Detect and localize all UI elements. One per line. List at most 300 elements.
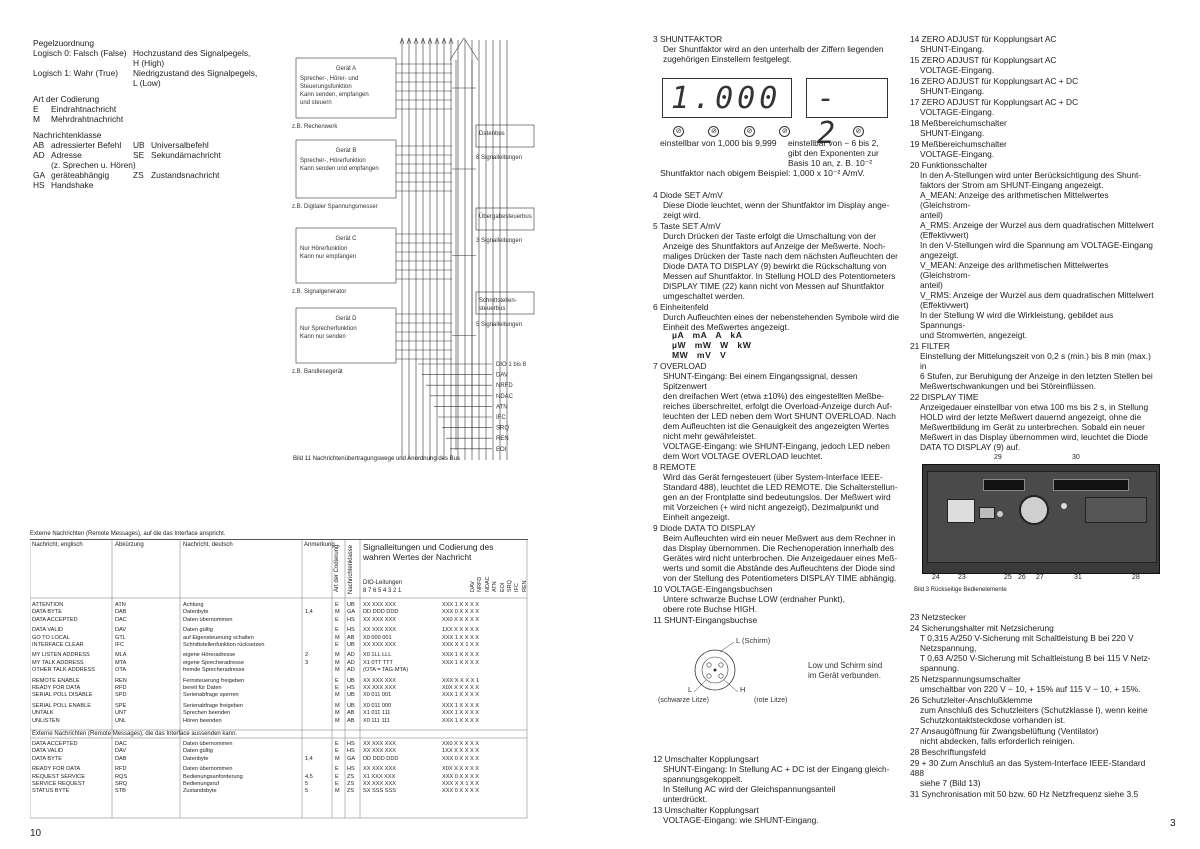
klasse-value2: Sekundärnachricht: [151, 150, 221, 160]
cell-kl: ZS: [347, 781, 355, 787]
item-title: 5 Taste SET A/mV: [653, 221, 721, 231]
cell-ctrl: XXX 1 X X X X: [442, 692, 479, 699]
page-number-left: 10: [30, 828, 42, 839]
item-line: Standard 488), leuchtet die LED REMOTE. Die Schalterstellun-: [663, 482, 898, 492]
cell-cod: E: [335, 616, 339, 623]
cell-cod: M: [335, 710, 340, 717]
item: [910, 623, 1160, 673]
table-row: [30, 660, 527, 667]
table-row: [30, 678, 527, 685]
item-line: In den A-Stellungen wird unter Berücksichtigung des Shunt-: [920, 170, 1142, 180]
exponent-digits: - 2: [817, 81, 840, 151]
cell-cod: E: [335, 781, 339, 787]
bus-subtitle: 3 Signalleitungen: [476, 238, 523, 244]
cell-kl: AB: [347, 710, 355, 717]
th-ctrl-item: IFC: [514, 583, 521, 592]
disp-note-line: Basis 10 an, z. B. 10⁻²: [788, 158, 873, 168]
cell-kl: HS: [347, 766, 355, 773]
photo-label-30: 30: [1072, 454, 1080, 461]
cell-kl: HS: [347, 627, 355, 634]
item-line: nicht mehr gewährleistet.: [663, 431, 757, 441]
items-mid2: [653, 361, 901, 626]
cell-abk: OTA: [115, 667, 127, 674]
signal-label: NRFD: [496, 383, 513, 390]
cell-de: Zustandsbyte: [183, 788, 217, 795]
rear-panel: [922, 464, 1160, 574]
fan-opening-icon: [1019, 495, 1049, 525]
klasse-key: AB: [33, 140, 45, 150]
cell-dio: X0 011 000: [363, 702, 392, 709]
cell-en: REQUEST SERVICE: [32, 773, 85, 780]
cell-cod: E: [335, 602, 339, 608]
item-line: A_MEAN: Anzeige des arithmetischen Mittelwertes (Gleichstrom-: [920, 190, 1109, 210]
pegel-logic: Logisch 0: Falsch (False): [33, 48, 127, 58]
cell-de: Datenbyte: [183, 755, 209, 762]
item-line: Diese Diode leuchtet, wenn der Shuntfaktor im Display ange-: [663, 200, 890, 210]
th-ctrl-item: NRFD: [477, 576, 484, 592]
item-line: DISPLAY TIME (22) kann nicht von Messen auf Shuntfaktor: [663, 281, 885, 291]
item-line: In der Stellung W wird die Wirkleistung, gebildet aus Spannungs-: [920, 310, 1114, 330]
ieee-connector-icon[interactable]: [983, 479, 1025, 491]
pegel-level2: H (High): [133, 58, 165, 68]
pegel-logic: Logisch 1: Wahr (True): [33, 68, 119, 78]
item: [910, 160, 1158, 340]
item-line: V_RMS: Anzeige der Wurzel aus dem quadratischen Mittelwert: [920, 290, 1154, 300]
photo-caption: Bild 3 Rückseitige Bedienelemente: [914, 587, 1007, 593]
shunt-connector-diagram: [658, 634, 908, 706]
cell-dio: SX SSS SSS: [363, 788, 396, 795]
label-h: H: [740, 685, 746, 694]
photo-label: 24: [932, 574, 940, 581]
cell-cod: E: [335, 741, 339, 747]
item-title: 28 Beschriftungsfeld: [910, 747, 986, 757]
cell-en: DATA VALID: [32, 748, 64, 755]
s3-text: [653, 44, 901, 64]
item-line: angezeigt.: [920, 250, 959, 260]
cell-dio: X1 0TT TTT: [363, 659, 393, 666]
item-line: anteil): [920, 210, 943, 220]
th-ctrl-item: EOI: [499, 582, 506, 592]
klasse-row: [33, 150, 273, 160]
item-line: maliges Drücken der Taste nach dem nächsten Aufleuchten der: [663, 251, 898, 261]
table-row: [30, 774, 527, 781]
codierung-title: Art der Codierung: [33, 94, 100, 104]
item-line: umgeschaltet werden.: [663, 291, 745, 301]
cell-en: DATA BYTE: [32, 755, 62, 762]
cell-de: Hören beenden: [183, 717, 222, 724]
cell-abk: UNL: [115, 717, 127, 724]
th-dio-nums: 8 7 6 5 4 3 2 1: [363, 588, 402, 594]
item-title: 25 Netzspannungsumschalter: [910, 674, 1021, 684]
item-line: Meßwertbildung im Gerät zu unterbrechen. Sobald ein neuer: [920, 422, 1145, 432]
table-caption-out: Externe Nachrichten (Remote Messages), die das Interface aussenden kann.: [32, 731, 238, 737]
cell-dio: XX XXX XXX: [363, 741, 396, 747]
cell-cod: M: [335, 659, 340, 666]
klasse-value2: Universalbefehl: [151, 140, 209, 150]
klasse-title: Nachrichtenklasse: [33, 130, 102, 140]
cell-ctrl: 1XX X X X X X: [442, 748, 479, 755]
item-line: VOLTAGE-Eingang.: [920, 107, 995, 117]
cell-cod: M: [335, 609, 340, 616]
cell-dio: X1 011 111: [363, 710, 391, 717]
cell-en: DATA VALID: [32, 627, 64, 634]
signal-label: DAV: [496, 372, 508, 379]
item-line: Durch Aufleuchten eines der nebenstehenden Symbole wird die: [663, 312, 900, 322]
item-line: von der Stellung des Potentiometers DISPLAY TIME abhängig.: [663, 573, 897, 583]
item-line: Netzspannung,: [920, 643, 977, 653]
th-en: Nachricht, englisch: [32, 542, 83, 548]
cell-cod: M: [335, 667, 340, 674]
unit-row: µA mA A kA: [672, 330, 743, 340]
item-title: 16 ZERO ADJUST für Kopplungsart AC + DC: [910, 76, 1079, 86]
item: [910, 139, 1158, 159]
item-line: zum Anschluß des Schutzleiters (Schutzklasse I), wenn keine: [920, 705, 1148, 715]
klasse-value2: Zustandsnachricht: [151, 170, 220, 180]
item-title: 22 DISPLAY TIME: [910, 392, 979, 402]
cell-dio: XX XXX XXX: [363, 616, 396, 623]
item-title: 9 Diode DATA TO DISPLAY: [653, 523, 756, 533]
cell-ctrl: XXX 0 X X X X: [442, 609, 479, 616]
cell-dio: X0 1LL LLL: [363, 652, 392, 659]
right-page: [600, 0, 1200, 849]
cell-cod: E: [335, 677, 339, 684]
item: [910, 726, 1160, 746]
item-line: spannungsgekoppelt.: [663, 774, 743, 784]
item-title: 19 Meßbereichumschalter: [910, 139, 1007, 149]
cell-ctrl: XX0 X X X X X: [442, 741, 479, 747]
cell-anm: 3: [305, 659, 309, 666]
photo-label: 28: [1132, 574, 1140, 581]
knob-icon[interactable]: ⊘: [673, 126, 684, 137]
table-row: [30, 781, 527, 788]
th-de: Nachricht, deutsch: [183, 542, 233, 548]
cell-abk: GTL: [115, 634, 126, 641]
klasse-key2: UB: [133, 140, 145, 150]
cell-abk: MLA: [115, 652, 127, 659]
cell-en: SERIAL POLL ENABLE: [32, 702, 91, 709]
item-line: Untere schwarze Buchse LOW (erdnaher Punkt),: [663, 594, 846, 604]
item: [653, 584, 901, 614]
item-line: SHUNT-Eingang: In Stellung AC + DC ist der Eingang gleich-: [663, 764, 890, 774]
ieee-connector-icon[interactable]: [1053, 479, 1129, 491]
item-title: 15 ZERO ADJUST für Kopplungsart AC: [910, 55, 1057, 65]
item-line: VOLTAGE-Eingang: wie SHUNT-Eingang.: [663, 815, 819, 825]
cell-abk: STB: [115, 788, 126, 795]
cell-dio: X0 111 111: [363, 717, 390, 724]
cell-de: Schnittstellenfunktion rücksetzen: [183, 642, 265, 648]
item-line: werts und somit die Abstände des Aufleuchtens der Diode sind: [663, 563, 895, 573]
bus-name2: steuerbus: [479, 306, 506, 312]
cell-de: Serienabfrage freigeben: [183, 702, 244, 709]
item-line: siehe 7 (Bild 13): [920, 778, 981, 788]
th-abk: Abkürzung: [115, 542, 144, 548]
th-ctrl-item: SRQ: [507, 580, 513, 592]
item-title: 17 ZERO ADJUST für Kopplungsart AC + DC: [910, 97, 1079, 107]
cell-kl: AB: [347, 717, 355, 724]
device-line: und steuern: [300, 100, 332, 106]
cell-dio: DD DDD DDD: [363, 755, 399, 762]
device-example: z.B. Signalgenerator: [292, 289, 347, 295]
device-example: z.B. Digitaler Spannungsmesser: [292, 204, 378, 210]
cell-kl: UB: [347, 642, 355, 648]
item-line: unterdrückt.: [663, 794, 708, 804]
item-line: VOLTAGE-Eingang: wie SHUNT-Eingang, jedoch LED neben: [663, 441, 890, 451]
cell-dio: (OTA = TAG·MTA): [363, 667, 409, 674]
th-cod: Art der Codierung: [334, 544, 340, 592]
bus-name: Schnittstellen-: [479, 298, 517, 304]
cell-dio: XX XXX XXX: [363, 766, 396, 773]
device-line: Sprecher-, Hörer- und: [300, 76, 359, 82]
connector-note-2: im Gerät verbunden.: [808, 671, 881, 680]
cell-ctrl: XXX X X X X 1: [442, 677, 479, 684]
knob-icon[interactable]: ⊘: [779, 126, 790, 137]
cell-abk: DAC: [115, 616, 127, 623]
device-title: Gerät A: [335, 66, 357, 72]
cell-dio: X0 011 001: [363, 692, 392, 699]
cell-kl: HS: [347, 748, 355, 755]
cell-ctrl: XXX 0 X X X X: [442, 755, 479, 762]
table-row: [30, 692, 527, 699]
photo-label: 27: [1036, 574, 1044, 581]
klasse-value: geräteabhängig: [51, 170, 110, 180]
cell-en: REMOTE ENABLE: [32, 677, 80, 684]
pegel-level: Hochzustand des Signalpegels,: [133, 48, 251, 58]
cell-de: Daten gültig: [183, 627, 213, 634]
cell-en: DATA ACCEPTED: [32, 616, 78, 623]
cell-cod: M: [335, 755, 340, 762]
item: [910, 341, 1158, 391]
item: [910, 789, 1160, 799]
item-title: 12 Umschalter Kopplungsart: [653, 754, 759, 764]
cell-anm: 5: [305, 788, 309, 795]
knob-icon[interactable]: ⊘: [744, 126, 755, 137]
item-title: 4 Diode SET A/mV: [653, 190, 723, 200]
table-row: [30, 627, 527, 634]
item: [910, 97, 1158, 117]
item: [910, 758, 1160, 788]
disp-note-left: einstellbar von 1,000 bis 9,999: [660, 138, 777, 148]
cell-abk: DAC: [115, 741, 127, 747]
item-line: (Effektivwert): [920, 300, 969, 310]
item-title: 11 SHUNT-Eingangsbuchse: [653, 615, 758, 625]
cell-ctrl: XXX 1 X X X X: [442, 710, 479, 717]
cell-abk: MTA: [115, 659, 127, 666]
item-title: 10 VOLTAGE-Eingangsbuchsen: [653, 584, 773, 594]
cell-kl: ZS: [347, 773, 355, 780]
knob-icon[interactable]: ⊘: [708, 126, 719, 137]
device-title: Gerät C: [335, 236, 357, 242]
item-line: Beim Aufleuchten wird ein neuer Meßwert aus dem Rechner in: [663, 533, 896, 543]
th-anm: Anmerkung: [304, 542, 335, 548]
bus-name: Übergabesteuerbus: [479, 214, 532, 220]
item: [653, 615, 901, 625]
item-line: Einstellung der Mittelungszeit von 0,2 s (min.) bis 8 min (max.) in: [920, 351, 1151, 371]
signal-label: IFC: [496, 415, 506, 421]
bus-line: [464, 38, 478, 60]
item-line: Meßwertschwankungen und bei Störeinflüssen.: [920, 381, 1096, 391]
item: [653, 523, 901, 583]
unit-row: MW mV V: [672, 350, 727, 360]
item-line: VOLTAGE-Eingang.: [920, 65, 995, 75]
item: [653, 221, 901, 301]
cell-de: Bedienungsanforderung: [183, 773, 243, 780]
item-line: Meßwert in das Display übernommen wird, leuchtet die Diode: [920, 432, 1149, 442]
cell-ctrl: XXX 1 X X X X: [442, 652, 479, 659]
cell-anm: 4,5: [305, 773, 313, 780]
cell-de: Daten übernommen: [183, 766, 233, 773]
col2-items: [910, 34, 1158, 453]
cell-de: Fernsteuerung freigeben: [183, 677, 245, 684]
cell-kl: HS: [347, 685, 355, 691]
table-row: [30, 642, 527, 649]
item: [653, 361, 901, 461]
rear-panel-photo: [914, 454, 1164, 583]
connector-note-1: Low und Schirm sind: [808, 661, 883, 670]
item: [910, 55, 1158, 75]
cell-abk: DAV: [115, 627, 127, 634]
th-sig: Signalleitungen und Codierung des wahren Wertes der Nachricht: [363, 542, 494, 562]
photo-label: 31: [1074, 574, 1082, 581]
cell-kl: UB: [347, 602, 355, 608]
cell-de: eigene Höreradresse: [183, 652, 236, 659]
item-title: 7 OVERLOAD: [653, 361, 707, 371]
item-line: gen an der Frontplatte sind bedeutungslos. Der Meßwert wird: [663, 492, 891, 502]
cell-cod: M: [335, 717, 340, 724]
item-line: dem Aufleuchten ist die Genauigkeit des angezeigten Wertes: [663, 421, 890, 431]
table-row: [30, 710, 527, 717]
item: [653, 754, 901, 804]
table-row: [30, 635, 527, 642]
photo-label: 23: [958, 574, 966, 581]
cell-ctrl: XXX 1 X X X X: [442, 717, 479, 724]
item-title: 8 REMOTE: [653, 462, 696, 472]
label-l: L: [688, 685, 693, 694]
setting-knobs: [673, 120, 903, 138]
cell-kl: AD: [347, 667, 355, 674]
item-line: In Stellung AC wird der Gleichspannungsanteil: [663, 784, 836, 794]
cell-en: GO TO LOCAL: [32, 634, 70, 641]
item-title: 24 Sicherungshalter mit Netzsicherung: [910, 623, 1054, 633]
cell-en: OTHER TALK ADDRESS: [32, 667, 95, 674]
item-title: 18 Meßbereichumschalter: [910, 118, 1007, 128]
cell-de: Daten gültig: [183, 748, 213, 755]
item-line: A_RMS: Anzeige der Wurzel aus dem quadratischen Mittelwert: [920, 220, 1154, 230]
photo-label: 25: [1004, 574, 1012, 581]
item-line: Wird das Gerät ferngesteuert (über System-Interface IEEE-: [663, 472, 883, 482]
cell-de: Daten übernommen: [183, 741, 233, 747]
th-ctrl-item: DAV: [470, 581, 476, 592]
signal-label: DIO 1 bis 8: [496, 362, 527, 368]
voltage-switch-icon[interactable]: [997, 511, 1003, 517]
cell-dio: DD DDD DDD: [363, 609, 399, 616]
cell-dio: XX XXX XXX: [363, 677, 396, 684]
item-title: 21 FILTER: [910, 341, 950, 351]
item-line: V_MEAN: Anzeige des arithmetischen Mittelwertes (Gleichstrom-: [920, 260, 1109, 280]
disp-example: Shuntfaktor nach obigem Beispiel: 1,000 x 10⁻² A/mV.: [660, 168, 865, 178]
klasse-key2: SE: [133, 150, 145, 160]
signal-label: EOI: [496, 446, 507, 453]
power-socket-icon[interactable]: [947, 499, 975, 523]
item-line: Einheit angezeigt.: [663, 512, 730, 522]
label-schirm: L (Schirm): [736, 636, 771, 645]
item-title: 14 ZERO ADJUST für Kopplungsart AC: [910, 34, 1057, 44]
section-3: [653, 34, 901, 64]
pegel-row: [33, 48, 273, 68]
item-line: reiches überschreitet, erfolgt die Overload-Anzeige durch Auf-: [663, 401, 893, 411]
cell-dio: X1 XXX XXX: [363, 773, 396, 780]
codierung-rows: [33, 104, 273, 124]
device-line: Kann senden, empfangen: [300, 92, 369, 98]
knob-icon[interactable]: ⊘: [853, 126, 864, 137]
codierung-key: E: [33, 104, 39, 114]
item-line: T 0,63 A/250 V-Sicherung mit Schaltleistung B bei 115 V Netz-: [920, 653, 1151, 663]
cell-kl: AD: [347, 652, 355, 659]
cell-dio: XX XXX XXX: [363, 748, 396, 755]
pegel-rows: [33, 48, 273, 88]
item-line: mit Vorzeichen (+ wird nicht angezeigt), Dezimalpunkt und: [663, 502, 879, 512]
cell-ctrl: 1XX X X X X X: [442, 627, 479, 634]
signal-label: SRQ: [496, 425, 510, 432]
cell-de: bereit für Daten: [183, 685, 222, 691]
cell-de: eigene Sprecheradresse: [183, 659, 244, 666]
codierung-row: [33, 104, 273, 114]
klasse-key: GA: [33, 170, 46, 180]
item-line: HOLD wird der letzte Meßwert dauernd angezeigt, ohne die: [920, 412, 1142, 422]
table-row: [30, 718, 527, 725]
pegel-section: [33, 38, 273, 190]
fuse-holder-icon[interactable]: [979, 507, 995, 519]
item-line: Anzeigedauer einstellbar von etwa 100 ms bis 2 s, in Stellung: [920, 402, 1149, 412]
cell-cod: E: [335, 642, 339, 648]
cell-kl: AB: [347, 634, 355, 641]
cell-ctrl: XXX 1 X X X X: [442, 659, 479, 666]
klasse-value: Handshake: [51, 180, 94, 190]
item-line: leuchten der LED neben dem Wort SHUNT OVERLOAD. Nach: [663, 411, 896, 421]
table-row: [30, 756, 527, 763]
codierung-key: M: [33, 114, 40, 124]
klasse-value: Adresse: [51, 150, 82, 160]
device-line: Kann nur senden: [300, 334, 346, 340]
device-title: Gerät B: [335, 148, 357, 154]
cell-de: Daten übernommen: [183, 616, 233, 623]
cell-cod: E: [335, 627, 339, 634]
klasse-value: (z. Sprechen u. Hören): [51, 160, 136, 170]
item-line: Schutzkontaktsteckdose vorhanden ist.: [920, 715, 1066, 725]
cell-ctrl: XXX 0 X X X X: [442, 788, 479, 795]
item-title: 31 Synchronisation mit 50 bzw. 60 Hz Netzfrequenz siehe 3.5: [910, 789, 1139, 799]
table-row: [30, 748, 527, 755]
mantissa-display: [662, 78, 792, 118]
table-row: [30, 667, 527, 674]
table-row: [30, 766, 527, 773]
cell-en: READY FOR DATA: [32, 685, 81, 691]
label-field: [1085, 497, 1147, 523]
s3-title: 3 SHUNTFAKTOR: [653, 34, 723, 44]
item-line: (Effektivwert): [920, 230, 969, 240]
cell-kl: ZS: [347, 788, 355, 795]
item-line: spannung.: [920, 663, 960, 673]
cell-en: ATTENTION: [32, 602, 64, 608]
cell-en: DATA BYTE: [32, 609, 62, 616]
codierung-row: [33, 114, 273, 124]
bus-subtitle: 5 Signalleitungen: [476, 322, 523, 328]
table-row: [30, 685, 527, 692]
item: [653, 805, 901, 825]
sync-switch-icon[interactable]: [1061, 503, 1067, 509]
klasse-key: HS: [33, 180, 45, 190]
cell-cod: M: [335, 634, 340, 641]
item: [910, 695, 1160, 725]
